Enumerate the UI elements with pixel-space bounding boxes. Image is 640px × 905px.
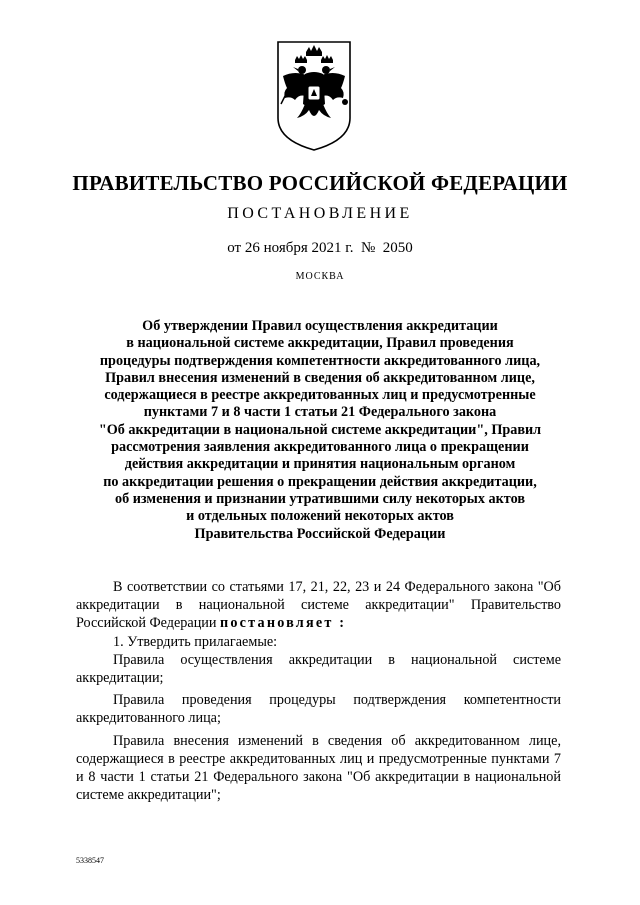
heading-line: Правительства Российской Федерации — [194, 525, 446, 542]
document-type: ПОСТАНОВЛЕНИЕ — [227, 205, 413, 222]
resolution-heading — [40, 318, 600, 543]
heading-line: и отдельных положений некоторых актов — [186, 508, 454, 525]
item-1: 1. Утвердить прилагаемые: — [113, 633, 278, 650]
date-and-number: от 26 ноября 2021 г. № 2050 — [227, 240, 413, 256]
russian-coat-of-arms-icon — [275, 40, 353, 152]
resolution-body — [76, 578, 561, 808]
resolves-word: постановляет : — [220, 615, 347, 632]
intro-paragraph — [76, 578, 561, 633]
heading-line: процедуры подтверждения компетентности аккредитованного лица, — [99, 352, 541, 369]
heading-line: Об утверждении Правил осуществления аккредитации — [142, 318, 498, 334]
heading-line: рассмотрения заявления аккредитованного лица о прекращении — [111, 439, 529, 456]
heading-line: в национальной системе аккредитации, Правил проведения — [126, 335, 514, 352]
document-code: 5338547 — [76, 856, 104, 865]
heading-line: пунктами 7 и 8 части 1 статьи 21 Федерального закона — [143, 404, 497, 421]
heading-line: об изменения и признании утратившими силу некоторых актов — [115, 490, 525, 507]
heading-line: "Об аккредитации в национальной системе аккредитации", Правил — [98, 421, 542, 438]
rule-accreditation: Правила осуществления аккредитации в национальной системе аккредитации; — [76, 651, 561, 687]
city: МОСКВА — [295, 271, 345, 282]
heading-line: действия аккредитации и принятия национальным органом — [124, 456, 516, 473]
rule-changes: Правила внесения изменений в сведения об аккредитованном лице, содержащиеся в реестре аккредитованных лиц и предусмотренные пунктами 7 и 8 части 1 статьи 21 Федерального закона "Об аккредитации в национальной системе аккредитации"; — [76, 732, 561, 804]
rule-competence: Правила проведения процедуры подтверждения компетентности аккредитованного лица; — [76, 692, 561, 727]
heading-line: содержащиеся в реестре аккредитованных лиц и предусмотренные — [104, 387, 536, 404]
intro-text: В соответствии со статьями 17, 21, 22, 23 и 24 Федерального закона "Об аккредитации в национальной системе аккредитации" Правительство Российской Федерации — [76, 579, 561, 632]
heading-line: по аккредитации решения о прекращении действия аккредитации, — [103, 473, 537, 490]
government-title: ПРАВИТЕЛЬСТВО РОССИЙСКОЙ ФЕДЕРАЦИИ — [72, 171, 568, 195]
heading-line: Правил внесения изменений в сведения об аккредитованном лице, — [105, 369, 535, 386]
